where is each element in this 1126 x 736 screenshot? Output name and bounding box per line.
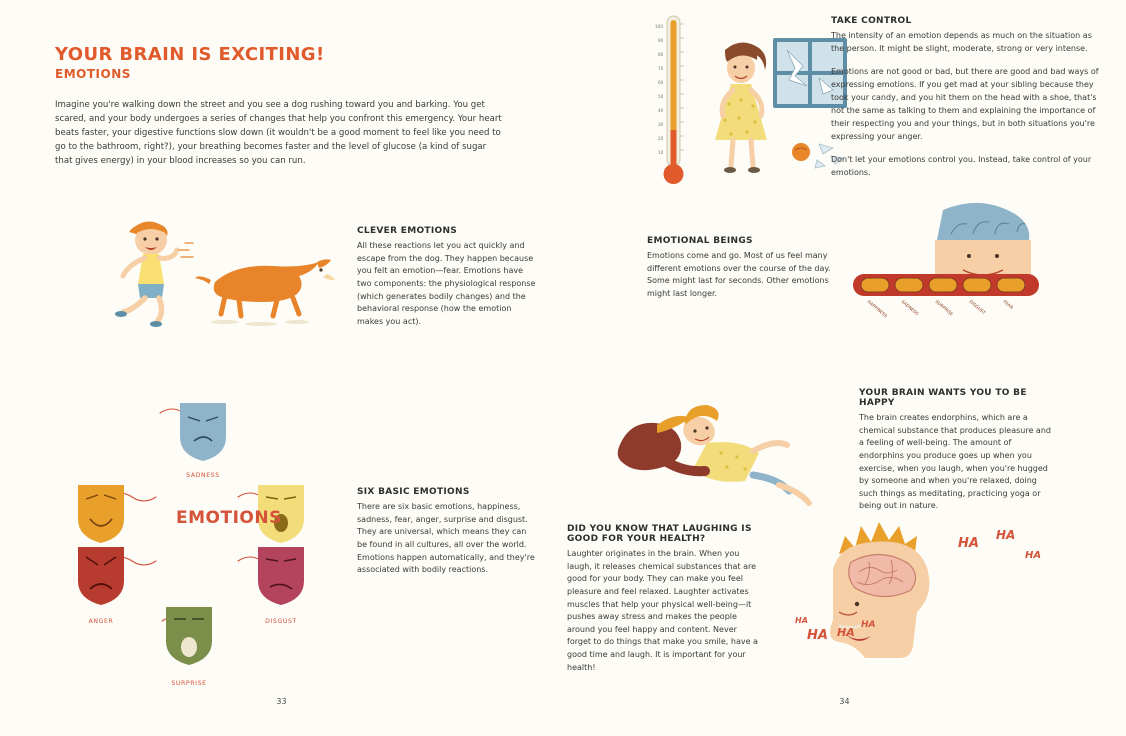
illustration-people-hugging bbox=[603, 395, 843, 515]
svg-text:70: 70 bbox=[658, 66, 664, 71]
conveyor-label-fear: FEAR bbox=[1001, 299, 1014, 311]
illustration-six-masks bbox=[50, 385, 340, 687]
emotional-beings-body: Emotions come and go. Most of us feel many different emotions over the course of the day. Some might last for seconds. Other emotions might last longer. bbox=[647, 251, 831, 298]
ha-text-4: HA bbox=[795, 616, 808, 625]
page-number-right: 34 bbox=[839, 697, 850, 706]
six-basic-emotions-body: There are six basic emotions, happiness, sadness, fear, anger, surprise and disgust. They are universal, which means they can be found in all cultures, all over the world. Emotions happen automatically, and they're associated with bodily reactions. bbox=[357, 502, 535, 575]
svg-text:20: 20 bbox=[658, 136, 664, 141]
take-control-title: TAKE CONTROL bbox=[831, 16, 912, 26]
conveyor-label-disgust: DISGUST bbox=[967, 299, 986, 317]
right-page bbox=[563, 0, 1126, 736]
svg-text:40: 40 bbox=[658, 108, 664, 113]
brain-happy-title: YOUR BRAIN WANTS YOU TO BE HAPPY bbox=[859, 388, 1027, 408]
clever-emotions-section bbox=[357, 226, 537, 328]
mask-label-anger: ANGER bbox=[88, 618, 114, 625]
ha-text-1: HA bbox=[958, 536, 979, 551]
page-title: YOUR BRAIN IS EXCITING! bbox=[55, 44, 325, 65]
svg-text:10: 10 bbox=[658, 150, 664, 155]
mask-label-sadness: SADNESS bbox=[186, 472, 220, 479]
page-number-left: 33 bbox=[276, 697, 287, 706]
emotional-beings-title: EMOTIONAL BEINGS bbox=[647, 236, 753, 246]
laughing-health-section bbox=[567, 524, 763, 674]
laughing-health-body: Laughter originates in the brain. When you laugh, it releases chemical substances that are good for your body. They can make you feel pleasure and feel relaxed. Laughter activates muscles that help your physical well-being—it pushes away stress and makes the people around you feel happy and content. Never forget to do things that make you smile, have a good time and laugh. It is important for your health! bbox=[567, 549, 758, 672]
clever-emotions-body: All these reactions let you act quickly and escape from the dog. They happen because you felt an emotion—fear. Emotions have two components: the physiological response (which generates bodily changes) and the behavioral response (how the emotion makes you act). bbox=[357, 241, 536, 326]
illustration-laughing-head bbox=[795, 500, 1053, 690]
clever-emotions-title: CLEVER EMOTIONS bbox=[357, 226, 458, 236]
mask-label-disgust: DISGUST bbox=[265, 618, 297, 625]
emotions-word: EMOTIONS bbox=[176, 508, 282, 528]
brain-happy-section bbox=[859, 388, 1055, 513]
conveyor-label-sadness: SADNESS bbox=[899, 299, 919, 317]
page-subtitle: EMOTIONS bbox=[55, 67, 131, 81]
ha-text-2: HA bbox=[996, 528, 1016, 542]
mask-label-surprise: SURPRISE bbox=[171, 680, 207, 687]
six-basic-emotions-title: SIX BASIC EMOTIONS bbox=[357, 487, 470, 497]
ha-text-5: HA bbox=[807, 628, 828, 643]
svg-text:100: 100 bbox=[655, 24, 663, 29]
svg-text:50: 50 bbox=[658, 94, 664, 99]
illustration-boy-running-from-dog bbox=[55, 210, 355, 340]
brain-happy-body: The brain creates endorphins, which are a chemical substance that produces pleasure and a feeling of well-being. The amount of endorphins you produce goes up when you exercise, when you laugh, when you're hugged by someone and when you're relaxed, doing such things as meditating, practicing yoga or being out in nature. bbox=[859, 413, 1051, 511]
six-basic-emotions-section bbox=[357, 487, 537, 577]
ha-text-7: HA bbox=[861, 620, 876, 630]
take-control-paragraph-2: Emotions are not good or bad, but there are good and bad ways of expressing emotions. If you get mad at your sibling because they took your candy, and you hit them on the head with a shoe, that's not the same as talking to them and explaining the importance of their respecting you and your things, but in both situations you're expressing your anger. bbox=[831, 66, 1099, 141]
svg-text:60: 60 bbox=[658, 80, 664, 85]
conveyor-label-surprise: SURPRISE bbox=[933, 299, 954, 318]
emotional-beings-section bbox=[647, 236, 842, 301]
svg-text:80: 80 bbox=[658, 52, 664, 57]
ha-text-3: HA bbox=[1025, 550, 1042, 561]
take-control-paragraph-1: The intensity of an emotion depends as much on the situation as the person. It might be slight, moderate, strong or very intense. bbox=[831, 31, 1092, 53]
take-control-paragraph-3: Don't let your emotions control you. Instead, take control of your emotions. bbox=[831, 154, 1092, 177]
svg-text:90: 90 bbox=[658, 38, 664, 43]
take-control-section bbox=[831, 16, 1099, 190]
svg-text:30: 30 bbox=[658, 122, 664, 127]
conveyor-label-happiness: HAPPINESS bbox=[865, 299, 888, 320]
laughing-health-title: DID YOU KNOW THAT LAUGHING IS GOOD FOR YOUR HEALTH? bbox=[567, 524, 752, 544]
ha-text-6: HA bbox=[837, 626, 855, 639]
illustration-emotion-conveyor-head bbox=[835, 196, 1085, 356]
intro-paragraph: Imagine you're walking down the street and you see a dog rushing toward you and barking. You get scared, and your body undergoes a series of changes that help you confront this emergency. Your heart beats faster, your digestive functions slow down (it wouldn't be a good moment to feel like you need to go to the bathroom, right?), your breathing becomes faster and the level of glucose (a kind of sugar that gives energy) in your blood increases so you can run. bbox=[55, 100, 502, 166]
